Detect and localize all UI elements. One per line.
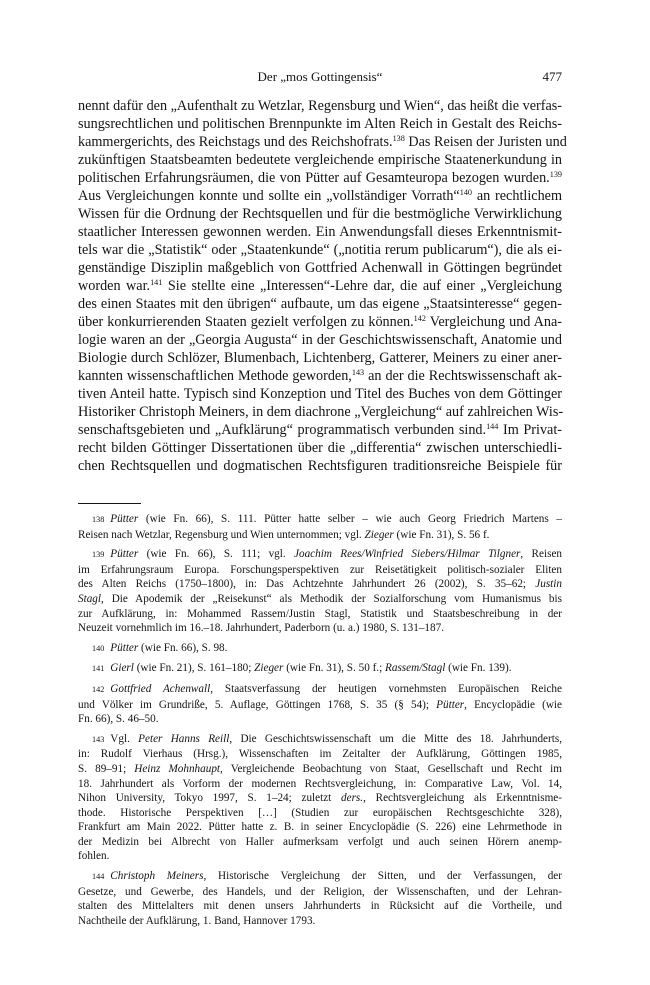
footnote-reference: 140: [459, 188, 473, 197]
text-line: tels war die „Statistik“ oder „Staatenkunde“ („notitia rerum publicarum“), die als ei-: [78, 242, 562, 258]
page-number: 477: [542, 69, 562, 84]
text-line: kammergerichts, des Reichstags und des Reichshofrats.$^{138}$ Das Reisen der Juristen und: [78, 134, 567, 150]
text-line: Wissen für die Ordnung der Rechtsquellen und für die bestmögliche Verwirklichung: [78, 206, 562, 222]
running-title: Der „mos Gottingensis“: [257, 69, 383, 84]
footnote-line: im Erfahrungsraum Europa. Forschungsperspektiven zur Reisetätigkeit politisch-sozialer Eliten: [78, 563, 562, 576]
text-line: kannten wissenschaftlichen Methode geworden,$^{143}$ an der die Rechtswissenschaft ak-: [78, 368, 562, 384]
footnote-line: 143 Vgl. Peter Hanns Reill, Die Geschichtswissenschaft um die Mitte des 18. Jahrhunderts,: [92, 732, 562, 745]
footnote-line: stalten des Mittelalters mit denen unsers Jahrhunderts in Rücksicht auf die Vortheile, und: [78, 900, 562, 913]
footnote-reference: 143: [351, 368, 365, 377]
text-line: logie waren an der „Georgia Augusta“ in der Geschichtswissenschaft, Anatomie und: [78, 332, 562, 348]
footnote: [78, 732, 562, 864]
footnote: [78, 682, 562, 727]
footnote-line: zur Aufklärung, in: Mohammed Rassem/Justin Stagl, Statistik und Staatsbeschreibung in der: [78, 607, 562, 620]
footnote-line: 139 Pütter (wie Fn. 66), S. 111; vgl. Joachim Rees/Winfried Siebers/Hilmar Tilgner, Reisen: [92, 548, 563, 561]
footnote-line: Nachtheile der Aufklärung, 1. Band, Hannover 1793.: [78, 914, 316, 927]
text-line: chen Rechtsquellen und dogmatischen Rechtsfiguren traditionsreiche Beispiele für: [78, 458, 562, 474]
text-line: sungsrechtlichen und politischen Brennpunkte im Alten Reich in Gestalt des Reichs-: [78, 116, 562, 132]
text-line: nennt dafür den „Aufenthalt zu Wetzlar, Regensburg und Wien“, das heißt die verfas-: [78, 98, 562, 114]
footnote-number: 140: [92, 643, 105, 653]
footnote-reference: 139: [549, 170, 562, 179]
page-header: [78, 69, 562, 87]
footnote-line: Gesetze, und Gewerbe, des Handels, und der Religion, der Wissenschaften, und der Lehran-: [78, 885, 562, 898]
footnote-line: 144 Christoph Meiners, Historische Vergleichung der Sitten, und der Verfassungen, der: [92, 870, 562, 883]
text-line: senschaftsgebieten und „Aufklärung“ programmatisch verbunden sind.$^{144}$ Im Privat-: [78, 422, 562, 438]
text-line: recht bilden Göttinger Dissertationen über die „differentia“ zwischen unterschiedli-: [78, 440, 562, 456]
footnote-line: Reisen nach Wetzlar, Regensburg und Wien unternommen; vgl. Zieger (wie Fn. 31), S. 56 f.: [78, 528, 490, 541]
footnote: [78, 641, 562, 657]
footnote-line: fohlen.: [78, 850, 110, 863]
footnote: [78, 512, 562, 542]
text-line: genständige Disziplin maßgeblich von Gottfried Achenwall in Göttingen begründet: [78, 260, 562, 276]
text-line: zukünftigen Staatsbeamten bedeutete vergleichende empirische Staatenerkundung in: [78, 152, 562, 168]
footnote-line: thode. Historische Perspektiven […] (Studien zur europäischen Rechtsgeschichte 328),: [78, 806, 562, 819]
footnote-number: 141: [92, 664, 105, 674]
footnote-line: 141 Gierl (wie Fn. 21), S. 161–180; Zieger (wie Fn. 31), S. 50 f.; Rassem/Stagl (wie Fn. 139).: [92, 662, 512, 675]
footnote-separator: [78, 503, 141, 504]
footnote-line: und Völker im Grundriße, 5. Auflage, Göttingen 1768, S. 35 (§ 54); Pütter, Encyclopädie (wie: [78, 698, 563, 711]
footnote: [78, 661, 562, 677]
text-line: Historiker Christoph Meiners, in dem diachrone „Vergleichung“ auf zahlreichen Wis-: [78, 404, 564, 420]
footnote-reference: 138: [392, 134, 405, 143]
text-line: Biologie durch Schlözer, Blumenbach, Lichtenberg, Gatterer, Meiners zu einer aner-: [78, 350, 562, 366]
text-line: über konkurrierenden Staaten gezielt verfolgen zu können.$^{142}$ Vergleichung und Ana-: [78, 314, 562, 330]
footnote-number: 144: [92, 872, 105, 882]
footnote-number: 138: [92, 515, 105, 524]
footnote-line: 140 Pütter (wie Fn. 66), S. 98.: [92, 641, 228, 654]
footnote-number: 143: [92, 734, 105, 744]
footnote-number: 139: [92, 550, 105, 560]
footnote-reference: 142: [413, 314, 426, 323]
footnote-line: Fn. 66), S. 46–50.: [78, 713, 159, 726]
text-line: staatlicher Interessen gewonnen werden. Ein Anwendungsfall dieses Erkenntnismit-: [78, 224, 562, 240]
footnote-reference: 141: [150, 278, 163, 287]
text-line: Aus Vergleichungen konnte und sollte ein „vollständiger Vorrath“$^{140}$ an rechtlichem: [78, 188, 562, 204]
footnote-line: 138 Pütter (wie Fn. 66), S. 111. Pütter hatte selber – wie auch Georg Friedrich Martens –: [92, 513, 562, 525]
text-line: worden war.$^{141}$ Sie stellte eine „Interessen“-Lehre dar, die auf einer „Vergleichung: [78, 278, 562, 294]
footnotes: [78, 512, 562, 933]
footnote: [78, 547, 562, 636]
text-line: tiven Anteil hatte. Typisch sind Konzeption und Titel des Buches von dem Göttinger: [78, 386, 562, 402]
footnote-line: 18. Jahrhundert als Vorform der modernen Rechtsvergleichung, in: Comparative Law, Vol. 14,: [78, 777, 562, 790]
text-line: politischen Erfahrungsräumen, die von Pütter auf Gesamteuropa bezogen wurden.$^{139}$: [78, 170, 562, 186]
footnote: [78, 869, 562, 928]
footnote-line: Stagl, Die Apodemik der „Reisekunst“ als Methodik der Sozialforschung vom Humanismus bis: [78, 592, 562, 605]
main-text: [78, 97, 567, 475]
footnote-line: Nihon University, Tokyo 1997, S. 1–24; zuletzt ders., Rechtsvergleichung als Erkenntnisme-: [78, 792, 562, 805]
footnote-reference: 144: [486, 422, 499, 431]
footnote-line: 142 Gottfried Achenwall, Staatsverfassung der heutigen vornehmsten Europäischen Reiche: [92, 682, 562, 695]
text-line: des einen Staates mit den übrigen“ aufbaute, um das eigene „Staatsinteresse“ gegen-: [78, 296, 562, 312]
footnote-line: Frankfurt am Main 2022. Pütter hatte z. B. in seiner Encyclopädie (S. 226) eine Lehrmethode in: [78, 821, 562, 834]
footnote-line: des Alten Reichs (1750–1800), in: Das Achtzehnte Jahrhundert 26 (2002), S. 35–62; Justin: [78, 578, 562, 591]
footnote-number: 142: [92, 684, 105, 694]
footnote-line: Neuzeit vornehmlich im 16.–18. Jahrhundert, Paderborn (u. a.) 1980, S. 131–187.: [78, 622, 445, 635]
footnote-line: der Medizin bei Albrecht von Haller aufmerksam verfolgt und auch seinen Hörern anemp-: [78, 835, 562, 848]
footnote-line: S. 89–91; Heinz Mohnhaupt, Vergleichende Beobachtung von Staat, Gesellschaft und Recht im: [78, 762, 562, 775]
footnote-line: in: Rudolf Vierhaus (Hrsg.), Wissenschaften im Zeitalter der Aufklärung, Göttingen 1985,: [78, 748, 562, 761]
